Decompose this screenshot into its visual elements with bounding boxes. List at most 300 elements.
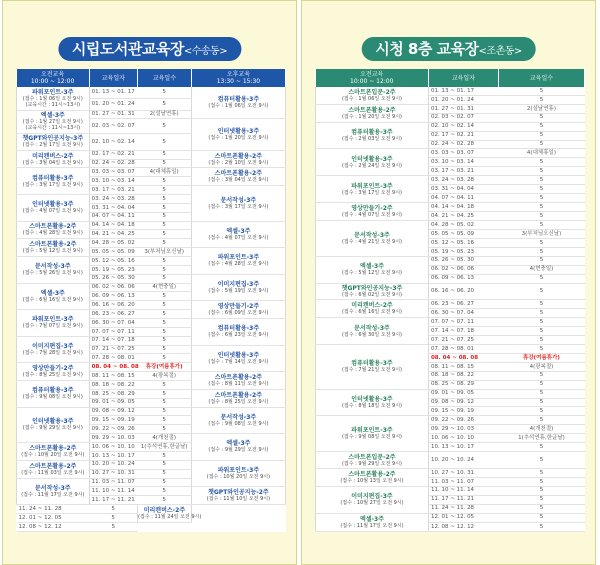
- class-days-cell: 5: [498, 371, 584, 380]
- program-registration: (접수 : 8월 11일 오전 9시): [208, 381, 269, 388]
- date-range-cell: 04. 28 ~ 05. 02: [89, 239, 137, 248]
- program-registration: (접수 : 10월 13일 오전 9시): [340, 477, 404, 484]
- program-registration: (접수 : 4월 07일 오전 9시): [22, 208, 83, 215]
- program-title: 스마트폰활용-2주: [214, 374, 263, 382]
- header-morning: [316, 69, 429, 87]
- program-title: 스마트폰활용-2주: [29, 241, 77, 249]
- class-days-cell: 5: [498, 212, 584, 221]
- class-days-cell: 5: [138, 381, 192, 390]
- morning-program-cell: [316, 256, 429, 283]
- class-days-cell: 5: [498, 274, 584, 283]
- afternoon-program-cell: [191, 274, 285, 301]
- panel-title-sub: <수송동>: [183, 46, 228, 57]
- program-registration: (접수 : 10월 27일 오전 9시): [340, 500, 404, 507]
- program-registration: (교육시간 : 11시~13시): [25, 125, 81, 132]
- morning-program-cell: [17, 478, 90, 505]
- afternoon-program-cell: [191, 301, 285, 319]
- class-days-cell: 5: [138, 203, 192, 212]
- class-days-cell: 5: [138, 119, 192, 134]
- class-days-cell: 5: [498, 194, 584, 203]
- header-morning-text: 오전교육 10:00 ~ 12:00: [350, 71, 394, 85]
- afternoon-program-cell: [191, 87, 285, 119]
- morning-program-cell: [17, 110, 90, 134]
- program-title: 미리캔버스-2주: [351, 302, 393, 310]
- program-title: 컴퓨터활용-3주: [217, 96, 260, 104]
- date-range-cell: 04. 07 ~ 04. 11: [89, 212, 137, 221]
- date-range-cell: 10. 27 ~ 10. 31: [428, 468, 498, 477]
- header-period: [89, 69, 137, 87]
- schedule-row: [17, 150, 286, 159]
- date-range-cell: 12. 08 ~ 12. 12: [428, 522, 498, 532]
- program-title: 챗GPT와인공지능-3주: [341, 284, 403, 292]
- date-range-cell: 07. 21 ~ 07. 25: [428, 335, 498, 344]
- date-range-cell: 04. 28 ~ 05. 02: [428, 220, 498, 229]
- schedule-row: [316, 87, 585, 95]
- date-range-cell: 04. 21 ~ 04. 25: [428, 212, 498, 221]
- program-title: 엑셀-3주: [359, 515, 385, 523]
- date-range-cell: 03. 10 ~ 03. 14: [428, 158, 498, 167]
- program-title: 컴퓨터활용-3주: [351, 360, 393, 368]
- date-range-cell: 09. 08 ~ 09. 12: [428, 398, 498, 407]
- date-range-cell: 11. 03 ~ 11. 07: [89, 478, 137, 487]
- schedule-row: [17, 407, 286, 416]
- date-range-cell: 07. 07 ~ 07. 11: [89, 327, 137, 336]
- program-registration: (접수 : 9월 08일 오전 9시): [208, 420, 269, 427]
- date-range-cell: 01. 13 ~ 01. 17: [428, 87, 498, 95]
- class-days-cell: 5: [498, 122, 584, 131]
- program-title: 문서작성-3주: [34, 484, 71, 492]
- panel-title-text: 시청 8층 교육장: [375, 40, 479, 58]
- program-registration: (접수 : 3월 04일 오전 9시): [22, 159, 83, 166]
- date-range-cell: 05. 12 ~ 05. 16: [89, 257, 137, 266]
- date-range-cell: 07. 28 ~ 08. 01: [89, 354, 137, 363]
- date-range-cell: 02. 24 ~ 02. 28: [89, 159, 137, 168]
- class-days-cell: 5: [498, 167, 584, 176]
- header-period-text: 교육일자: [101, 74, 125, 82]
- morning-program-cell: [17, 239, 90, 257]
- class-days-cell: 5: [138, 319, 192, 328]
- schedule-row: [17, 505, 286, 514]
- schedule-row: [316, 122, 585, 131]
- afternoon-program-cell: [191, 150, 285, 168]
- date-range-cell: 09. 22 ~ 09. 26: [89, 425, 137, 434]
- date-range-cell: 06. 30 ~ 07. 04: [89, 319, 137, 328]
- morning-program-cell: [316, 283, 429, 300]
- program-title: 문서작성-3주: [354, 231, 390, 239]
- date-range-cell: 01. 20 ~ 01. 24: [89, 98, 137, 110]
- program-registration: (접수 : 1월 06일 오전 9시): [22, 95, 83, 102]
- afternoon-program-cell: [191, 487, 285, 505]
- class-days-cell: 5: [498, 407, 584, 416]
- program-title: 엑셀-3주: [226, 440, 251, 448]
- date-range-cell: 06. 30 ~ 07. 04: [428, 309, 498, 318]
- program-title: 컴퓨터활용-3주: [351, 129, 393, 137]
- schedule-row: [17, 221, 286, 230]
- date-range-cell: 03. 17 ~ 03. 21: [89, 186, 137, 195]
- header-morning: [17, 69, 90, 87]
- date-range-cell: 04. 07 ~ 04. 11: [428, 194, 498, 203]
- date-range-cell: 01. 27 ~ 01. 31: [428, 104, 498, 113]
- class-days-cell: 5: [138, 177, 192, 186]
- program-title: 인터넷활용-3주: [217, 351, 260, 359]
- schedule-row: [17, 87, 286, 98]
- date-range-cell: 03. 31 ~ 04. 04: [89, 203, 137, 212]
- program-registration: (접수 : 5월 12일 오전 9시): [22, 248, 83, 255]
- date-range-cell: 08. 04 ~ 08. 08: [428, 353, 498, 362]
- program-registration: (접수 : 3월 17일 오전 9시): [22, 181, 83, 188]
- date-range-cell: 05. 05 ~ 05. 09: [428, 229, 498, 238]
- program-title: 파워포인트-3주: [351, 427, 393, 435]
- morning-program-cell: [316, 176, 429, 203]
- program-registration: (접수 : 2월 24일 오전 9시): [341, 162, 403, 169]
- date-range-cell: 09. 29 ~ 10. 03: [428, 425, 498, 434]
- morning-program-cell: [17, 257, 90, 284]
- program-registration: (접수 : 6월 30일 오전 9시): [341, 331, 403, 338]
- class-days-cell: 5: [138, 212, 192, 221]
- class-days-cell: 5: [498, 318, 584, 327]
- date-range-cell: 09. 01 ~ 09. 05: [428, 389, 498, 398]
- date-range-cell: 06. 09 ~ 06. 13: [428, 274, 498, 283]
- panel-title-text: 시립도서관교육장: [71, 40, 184, 58]
- class-days-cell: 4(대체휴일): [498, 149, 584, 158]
- header-days: [498, 69, 584, 87]
- morning-program-cell: [17, 407, 90, 442]
- class-days-cell: 5: [498, 452, 584, 469]
- schedule-body: [17, 87, 286, 532]
- date-range-cell: 10. 06 ~ 10. 10: [89, 443, 137, 452]
- date-range-cell: 06. 23 ~ 06. 27: [428, 300, 498, 309]
- afternoon-program-cell: [191, 248, 285, 275]
- class-days-cell: 4(현충일): [498, 265, 584, 274]
- date-range-cell: 06. 16 ~ 06. 20: [89, 301, 137, 310]
- schedule-row: [316, 513, 585, 522]
- date-range-cell: 10. 20 ~ 10. 24: [89, 460, 137, 469]
- program-registration: (접수 : 5월 19일 오전 9시): [208, 288, 269, 295]
- date-range-cell: 11. 24 ~ 11. 28: [17, 505, 90, 514]
- program-registration: (접수 : 7월 14일 오전 9시): [208, 358, 269, 365]
- program-title: 챗GPT와인공지능-3주: [22, 135, 84, 143]
- program-registration: (접수 : 11월 17일 오전 9시): [340, 522, 404, 529]
- program-registration: (접수 : 1월 20일 오전 9시): [341, 113, 403, 120]
- class-days-cell: 5: [138, 416, 192, 425]
- date-range-cell: 02. 03 ~ 02. 07: [89, 119, 137, 134]
- schedule-row: [316, 300, 585, 309]
- class-days-cell: 5: [498, 131, 584, 140]
- schedule-row: [316, 344, 585, 353]
- date-range-cell: 02. 10 ~ 02. 14: [428, 122, 498, 131]
- class-days-cell: 5: [498, 238, 584, 247]
- class-days-cell: 5: [138, 407, 192, 416]
- class-days-cell: 5: [138, 345, 192, 354]
- program-title: 스마트폰활용-2주: [29, 444, 77, 452]
- class-days-cell: 5: [138, 221, 192, 230]
- morning-program-cell: [316, 486, 429, 513]
- class-days-cell: 휴강(여름휴가): [498, 353, 584, 362]
- program-registration: (접수 : 2월 10일 오전 9시): [208, 159, 269, 166]
- date-range-cell: 12. 01 ~ 12. 05: [17, 513, 90, 522]
- class-days-cell: 2(설날연휴): [138, 110, 192, 119]
- class-days-cell: 5: [498, 185, 584, 194]
- date-range-cell: 03. 31 ~ 04. 04: [428, 185, 498, 194]
- class-days-cell: 5: [138, 469, 192, 478]
- date-range-cell: 05. 12 ~ 05. 16: [428, 238, 498, 247]
- program-registration: (접수 : 2월 17일 오전 9시): [22, 142, 83, 149]
- date-range-cell: 08. 04 ~ 08. 08: [89, 363, 137, 372]
- class-days-cell: 5: [138, 98, 192, 110]
- morning-program-cell: [17, 443, 90, 461]
- program-registration: (접수 : 4월 07일 오전 9시): [341, 212, 403, 219]
- program-title: 스마트폰활용-2주: [214, 391, 263, 399]
- program-title: 파워포인트-3주: [351, 182, 393, 190]
- date-range-cell: 01. 13 ~ 01. 17: [89, 87, 137, 98]
- morning-program-cell: [316, 389, 429, 416]
- class-days-cell: 4(개천절): [498, 425, 584, 434]
- program-title: 챗GPT와인공지능-2주: [208, 489, 269, 497]
- header-days-text: 교육일수: [152, 74, 177, 82]
- program-registration: (접수 : 3월 17일 오전 9시): [341, 189, 403, 196]
- afternoon-program-cell: [191, 319, 285, 346]
- class-days-cell: 5: [498, 344, 584, 353]
- date-range-cell: 09. 01 ~ 09. 05: [89, 398, 137, 407]
- header-period: [428, 69, 498, 87]
- left-panel: [2, 0, 297, 565]
- class-days-cell: 5: [498, 176, 584, 185]
- program-registration: (접수 : 4월 21일 오전 9시): [341, 238, 403, 245]
- date-range-cell: 11. 24 ~ 11. 28: [428, 504, 498, 513]
- program-registration: (접수 : 8월 25일 오전 9시): [22, 372, 83, 379]
- program-registration: (접수 : 8월 25일 오전 9시): [208, 398, 269, 405]
- header-morning-text: 오전교육 10:00 ~ 12:00: [30, 71, 75, 85]
- program-registration: (접수 : 6월 16일 오전 9시): [341, 309, 403, 316]
- class-days-cell: 5: [498, 486, 584, 495]
- date-range-cell: 10. 13 ~ 10. 17: [89, 451, 137, 460]
- afternoon-program-cell: [191, 407, 285, 434]
- class-days-cell: 5: [138, 327, 192, 336]
- schedule-row: [17, 168, 286, 177]
- date-range-cell: 03. 10 ~ 03. 14: [89, 177, 137, 186]
- program-title: 스마트폰활용-2주: [29, 462, 77, 470]
- header-period-text: 교육일자: [451, 74, 476, 82]
- date-range-cell: 10. 13 ~ 10. 17: [428, 443, 498, 452]
- program-title: 컴퓨터활용-3주: [32, 387, 74, 395]
- schedule-row: [316, 283, 585, 300]
- program-title: 이미지편집-3주: [351, 493, 393, 501]
- class-days-cell: 5: [498, 87, 584, 95]
- program-title: 인터넷활용-3주: [32, 418, 74, 426]
- date-range-cell: 09. 08 ~ 09. 12: [89, 407, 137, 416]
- class-days-cell: 5: [138, 186, 192, 195]
- class-days-cell: 5: [138, 354, 192, 363]
- program-title: 엑셀-3주: [226, 227, 251, 235]
- class-days-cell: 5: [498, 247, 584, 256]
- program-title: 이미지편집-3주: [217, 281, 260, 289]
- date-range-cell: 03. 24 ~ 03. 28: [89, 195, 137, 204]
- program-title: 엑셀-3주: [40, 112, 65, 120]
- date-range-cell: 04. 14 ~ 04. 18: [428, 203, 498, 212]
- panel-title-sub: <조촌동>: [478, 46, 522, 57]
- program-title: 문서작성-3주: [220, 196, 257, 204]
- class-days-cell: 5: [498, 495, 584, 504]
- class-days-cell: 5: [498, 504, 584, 513]
- program-title: 스마트폰입문-2주: [348, 453, 396, 461]
- class-days-cell: 1(추석연휴,한글날): [498, 434, 584, 443]
- program-registration: (접수 : 5월 12일 오전 9시): [341, 270, 403, 277]
- date-range-cell: 11. 10 ~ 11. 14: [89, 487, 137, 496]
- program-registration: (접수 : 9월 29일 오전 9시): [341, 460, 403, 467]
- program-registration: (접수 : 6월 16일 오전 9시): [22, 296, 83, 303]
- date-range-cell: 09. 15 ~ 09. 19: [89, 416, 137, 425]
- class-days-cell: 5: [138, 425, 192, 434]
- class-days-cell: 4(광복절): [138, 372, 192, 381]
- date-range-cell: 09. 22 ~ 09. 26: [428, 416, 498, 425]
- class-days-cell: 5: [498, 468, 584, 477]
- program-title: 스마트폰활용-2주: [214, 170, 263, 178]
- morning-program-cell: [316, 104, 429, 122]
- schedule-row: [316, 220, 585, 229]
- afternoon-program-cell: [191, 119, 285, 150]
- program-registration: (접수 : 9월 29일 오전 9시): [208, 447, 269, 454]
- date-range-cell: 02. 17 ~ 02. 21: [428, 131, 498, 140]
- date-range-cell: 05. 05 ~ 05. 09: [89, 248, 137, 257]
- date-range-cell: 07. 21 ~ 07. 25: [89, 345, 137, 354]
- class-days-cell: 4(대체휴일): [138, 168, 192, 177]
- program-registration: (접수 : 10월 20일 오전 9시): [21, 451, 85, 458]
- class-days-cell: 5: [138, 310, 192, 319]
- date-range-cell: 07. 07 ~ 07. 11: [428, 318, 498, 327]
- class-days-cell: 5: [89, 505, 137, 514]
- morning-program-cell: [17, 381, 90, 408]
- morning-program-cell: [17, 336, 90, 363]
- morning-program-cell: [17, 87, 90, 110]
- program-registration: (접수 : 4월 07일 오전 9시): [208, 234, 269, 241]
- program-title: 스마트폰활용-2주: [214, 152, 263, 160]
- panel-title: [58, 37, 241, 61]
- program-title: 이미지편집-3주: [32, 343, 74, 351]
- morning-program-cell: [316, 452, 429, 469]
- class-days-cell: 5: [138, 336, 192, 345]
- program-title: 컴퓨터활용-3주: [217, 325, 260, 333]
- program-registration: (접수 : 1월 20일 오전 9시): [208, 135, 269, 142]
- date-range-cell: 07. 28 ~ 08. 01: [428, 344, 498, 353]
- class-days-cell: 2(설날연휴): [498, 104, 584, 113]
- morning-program-cell: [316, 203, 429, 221]
- program-registration: (접수 : 7월 28일 오전 9시): [22, 350, 83, 357]
- program-title: 엑셀-3주: [359, 263, 385, 271]
- class-days-cell: 5: [138, 134, 192, 151]
- program-title: 영상만들기-2주: [351, 205, 393, 213]
- morning-program-cell: [17, 221, 90, 239]
- date-range-cell: 08. 25 ~ 08. 29: [89, 389, 137, 398]
- program-registration: (접수 : 1월 27일 오전 9시): [22, 119, 83, 126]
- morning-program-cell: [17, 195, 90, 222]
- class-days-cell: 5: [138, 389, 192, 398]
- class-days-cell: 5: [498, 256, 584, 265]
- class-days-cell: 5: [138, 398, 192, 407]
- program-registration: (접수 : 7월 21일 오전 9시): [341, 367, 403, 374]
- class-days-cell: 5: [498, 309, 584, 318]
- program-title: 스마트폰활용-2주: [348, 470, 396, 478]
- program-registration: (접수 : 10월 20일 오전 9시): [206, 474, 271, 481]
- date-range-cell: 01. 27 ~ 01. 31: [89, 110, 137, 119]
- schedule-row: [316, 256, 585, 265]
- program-registration: (접수 : 9월 29일 오전 9시): [22, 425, 83, 432]
- class-days-cell: 5: [498, 443, 584, 452]
- morning-program-cell: [17, 134, 90, 151]
- afternoon-program-cell: [191, 221, 285, 248]
- program-title: 문서작성-3주: [34, 263, 71, 271]
- header-afternoon-text: 오후교육 13:30 ~ 15:30: [216, 71, 261, 85]
- schedule-row: [316, 318, 585, 327]
- class-days-cell: 5: [498, 416, 584, 425]
- program-title: 파워포인트-3주: [217, 254, 260, 262]
- date-range-cell: 12. 01 ~ 12. 05: [428, 513, 498, 522]
- class-days-cell: 5: [498, 140, 584, 149]
- program-title: 스마트폰활용-2주: [348, 106, 396, 114]
- program-title: 영상만들기-2주: [32, 365, 74, 373]
- date-range-cell: 10. 27 ~ 10. 31: [89, 469, 137, 478]
- class-days-cell: 4(현충일): [138, 283, 192, 292]
- morning-program-cell: [316, 300, 429, 318]
- date-range-cell: 11. 17 ~ 11. 21: [89, 496, 137, 505]
- date-range-cell: 03. 17 ~ 03. 21: [428, 167, 498, 176]
- class-days-cell: 휴강(여름휴가): [138, 363, 192, 372]
- program-registration: (접수 : 7월 07일 오전 9시): [22, 323, 83, 330]
- program-title: 인터넷활용-3주: [351, 155, 393, 163]
- program-registration: (접수 : 9월 08일 오전 9시): [341, 434, 403, 441]
- schedule-row: [316, 416, 585, 425]
- date-range-cell: 11. 10 ~ 11. 14: [428, 486, 498, 495]
- class-days-cell: 5: [498, 300, 584, 309]
- morning-program-cell: [17, 310, 90, 337]
- class-days-cell: 5: [138, 239, 192, 248]
- afternoon-program-cell: [138, 505, 202, 523]
- date-range-cell: 09. 15 ~ 09. 19: [428, 407, 498, 416]
- date-range-cell: 08. 25 ~ 08. 29: [428, 380, 498, 389]
- date-range-cell: 10. 06 ~ 10. 10: [428, 434, 498, 443]
- schedule-row: [316, 104, 585, 113]
- date-range-cell: 04. 21 ~ 04. 25: [89, 230, 137, 239]
- class-days-cell: 5: [138, 265, 192, 274]
- program-registration: (접수 : 1월 06일 오전 9시): [341, 95, 403, 102]
- class-days-cell: 5: [498, 203, 584, 212]
- date-range-cell: 03. 03 ~ 03. 07: [428, 149, 498, 158]
- class-days-cell: 5: [138, 257, 192, 266]
- schedule-table-wrap: [16, 69, 286, 532]
- class-days-cell: 5: [498, 389, 584, 398]
- right-panel: [301, 0, 596, 565]
- date-range-cell: 02. 24 ~ 02. 28: [428, 140, 498, 149]
- program-title: 파워포인트-3주: [32, 316, 74, 324]
- class-days-cell: 5: [138, 496, 192, 505]
- class-days-cell: 5: [498, 327, 584, 336]
- class-days-cell: 5: [138, 195, 192, 204]
- program-title: 영상만들기-2주: [217, 303, 260, 311]
- morning-program-cell: [316, 122, 429, 149]
- program-registration: (접수 : 4월 28일 오전 9시): [208, 261, 269, 268]
- class-days-cell: 5: [138, 159, 192, 168]
- program-registration: (접수 : 6월 02일 오전 9시): [341, 291, 403, 298]
- program-registration: (접수 : 2월 03일 오전 9시): [341, 136, 403, 143]
- class-days-cell: 4(광복절): [498, 362, 584, 371]
- program-registration: (접수 : 1월 06일 오전 9시): [208, 103, 269, 110]
- program-registration: (접수 : 5월 26일 오전 9시): [22, 270, 83, 277]
- afternoon-program-cell: [191, 389, 285, 407]
- morning-program-cell: [316, 513, 429, 531]
- schedule-table: [16, 69, 286, 532]
- date-range-cell: 08. 18 ~ 08. 22: [428, 371, 498, 380]
- schedule-row: [316, 468, 585, 477]
- class-days-cell: 5: [138, 301, 192, 310]
